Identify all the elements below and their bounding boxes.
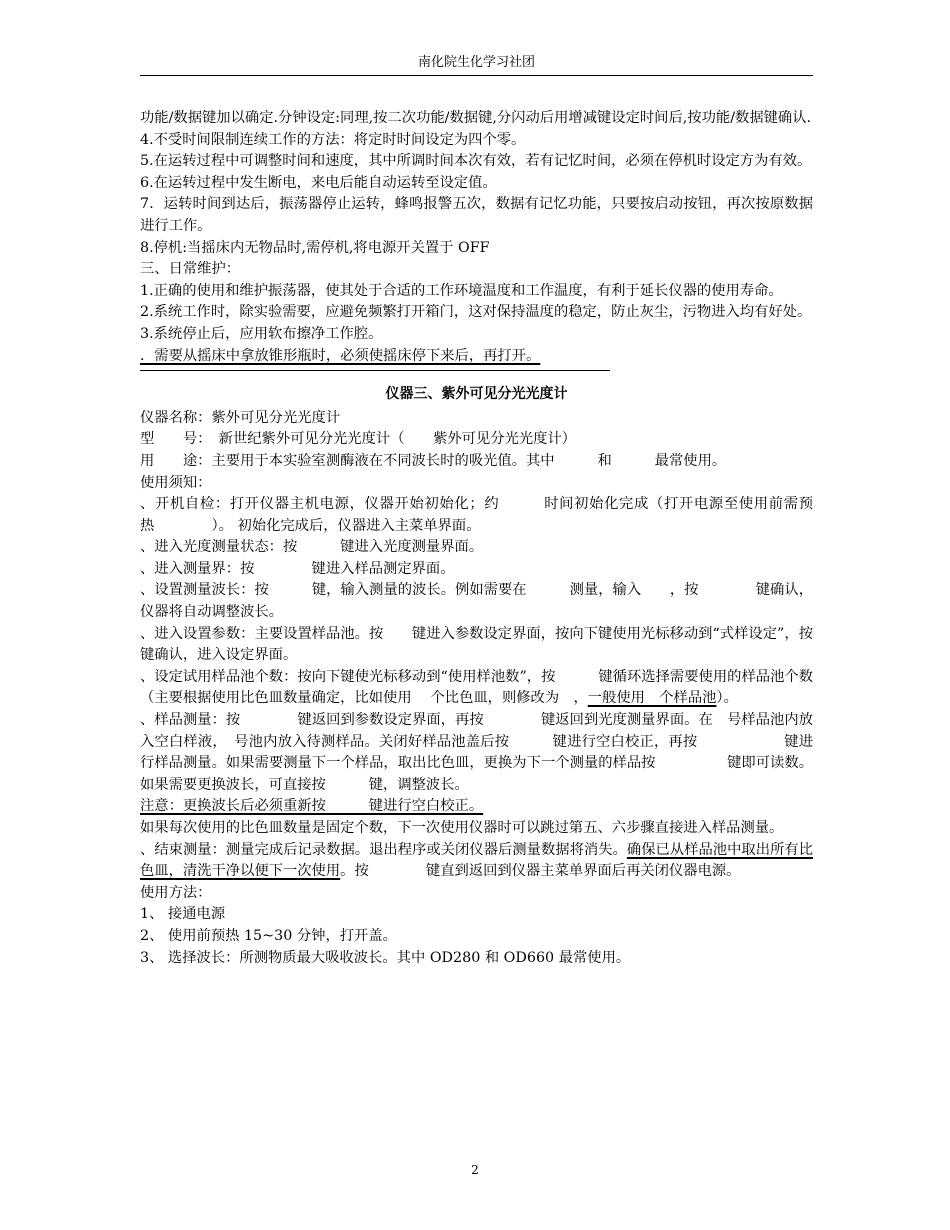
instrument-use: 用 途：主要用于本实验室测酶液在不同波长时的吸光值。其中 和 最常使用。 (140, 452, 727, 469)
step-6-text: 、设定试用样品池个数：按向下键使光标移动到“使用样池数”，按 键循环选择需要使用的样品池个数（主要根据使用比色皿数量确定，比如使用 个比色皿，则修改为 ， (140, 668, 813, 707)
page-header: 南化院生化学习社团 (417, 55, 535, 70)
paragraph: 8.停机:当摇床内无物品时,需停机,将电源开关置于 OFF (140, 239, 490, 256)
step-8-text: 、结束测量：测量完成后记录数据。退出程序或关闭仪器后测量数据将消失。 (140, 841, 627, 858)
section-divider (140, 370, 610, 371)
header-divider (140, 75, 813, 76)
document-body (140, 108, 856, 969)
underlined-text: ．需要从摇床中拿放锥形瓶时，必须使摇床停下来后，再打开。 (140, 347, 541, 364)
step-1: 、开机自检：打开仪器主机电源，仪器开始初始化；约 时间初始化完成（打开电源至使用前需预热 ）。 初始化完成后，仪器进入主菜单界面。 (140, 496, 813, 534)
paragraph: 6.在运转过程中发生断电，来电后能自动运转至设定值。 (140, 174, 497, 191)
skip-note: 如果每次使用的比色皿数量是固定个数，下一次使用仪器时可以跳过第五、六步骤直接进入样品测量。 (140, 820, 784, 836)
step-8-tail: 。按 键直到返回到仪器主菜单界面后再关闭仪器电源。 (340, 863, 741, 880)
step-3: 、进入测量界：按 键进入样品测定界面。 (140, 560, 455, 577)
step-7: 、样品测量：按 键返回到参数设定界面，再按 键返回到光度测量界面。在 号样品池内放入空白样液， 号池内放入待测样品。关闭好样品池盖后按 键进行空白校正，再按 键进行样品测量。如果需要测量下一个样品，取出比色皿，更换为下一个测量的样品按 键即可读数。如果需要更换波长，可直接按 键，调整波长。 (140, 712, 813, 793)
page-number: 2 (471, 1163, 479, 1177)
method-heading: 使用方法： (140, 884, 212, 901)
paragraph: 5.在运转过程中可调整时间和速度，其中所调时间本次有效，若有记忆时间，必须在停机时设定方为有效。 (140, 153, 812, 170)
paragraph: 4.不受时间限制连续工作的方法：将定时时间设定为四个零。 (140, 131, 526, 148)
instrument-model: 型 号： 新世纪紫外可见分光光度计（ 紫外可见分光光度计） (140, 431, 577, 448)
paragraph: 1.正确的使用和维护振荡器，使其处于合适的工作环境温度和工作温度，有利于延长仪器的使用寿命。 (140, 282, 783, 299)
step-8-underlined: 确保已从样品池中取出所有比色皿，清洗干净以便下一次使用 (140, 841, 814, 880)
underlined-note (140, 346, 813, 368)
note-underlined: 注意：更换波长后必须重新按 键进行空白校正。 (140, 798, 484, 815)
paragraph: 7．运转时间到达后，振荡器停止运转，蜂鸣报警五次，数据有记忆功能，只要按启动按钮，再次按原数据进行工作。 (140, 196, 813, 234)
step-6-tail: ）。 (716, 690, 738, 707)
step-2: 、进入光度测量状态：按 键进入光度测量界面。 (140, 539, 484, 556)
step-5: 、进入设置参数：主要设置样品池。按 键进入参数设定界面，按向下键使用光标移动到“式样设定”，按 键确认，进入设定界面。 (140, 625, 856, 664)
instrument-name: 仪器名称：紫外可见分光光度计 (140, 409, 341, 426)
notice-heading: 使用须知： (140, 474, 212, 491)
paragraph: 3.系统停止后，应用软布擦净工作腔。 (140, 325, 383, 342)
paragraph: 2.系统工作时，除实验需要，应避免频繁打开箱门，这对保持温度的稳定，防止灰尘，污物进入均有好处。 (140, 304, 812, 321)
method-2: 2、 使用前预热 15~30 分钟，打开盖。 (140, 927, 397, 944)
step-6 (140, 667, 813, 710)
step-4: 、设置测量波长：按 键，输入测量的波长。例如需要在 测量，输入 ，按 键确认，仪器将自动调整波长。 (140, 582, 813, 621)
section-title: 仪器三、紫外可见分光光度计 (385, 386, 568, 403)
section-heading: 三、日常维护： (140, 261, 241, 278)
note (140, 796, 813, 818)
step-6-underlined: 一般使用 个样品池 (587, 690, 717, 707)
method-1: 1、 接通电源 (140, 906, 226, 923)
paragraph: 功能/数据键加以确定.分钟设定:同理,按二次功能/数据键,分闪动后用增减键设定时间后,按功能/数据键确认. (140, 110, 812, 126)
step-8 (140, 840, 813, 883)
method-3: 3、 选择波长：所测物质最大吸收波长。其中 OD280 和 OD660 最常使用。 (140, 949, 631, 966)
